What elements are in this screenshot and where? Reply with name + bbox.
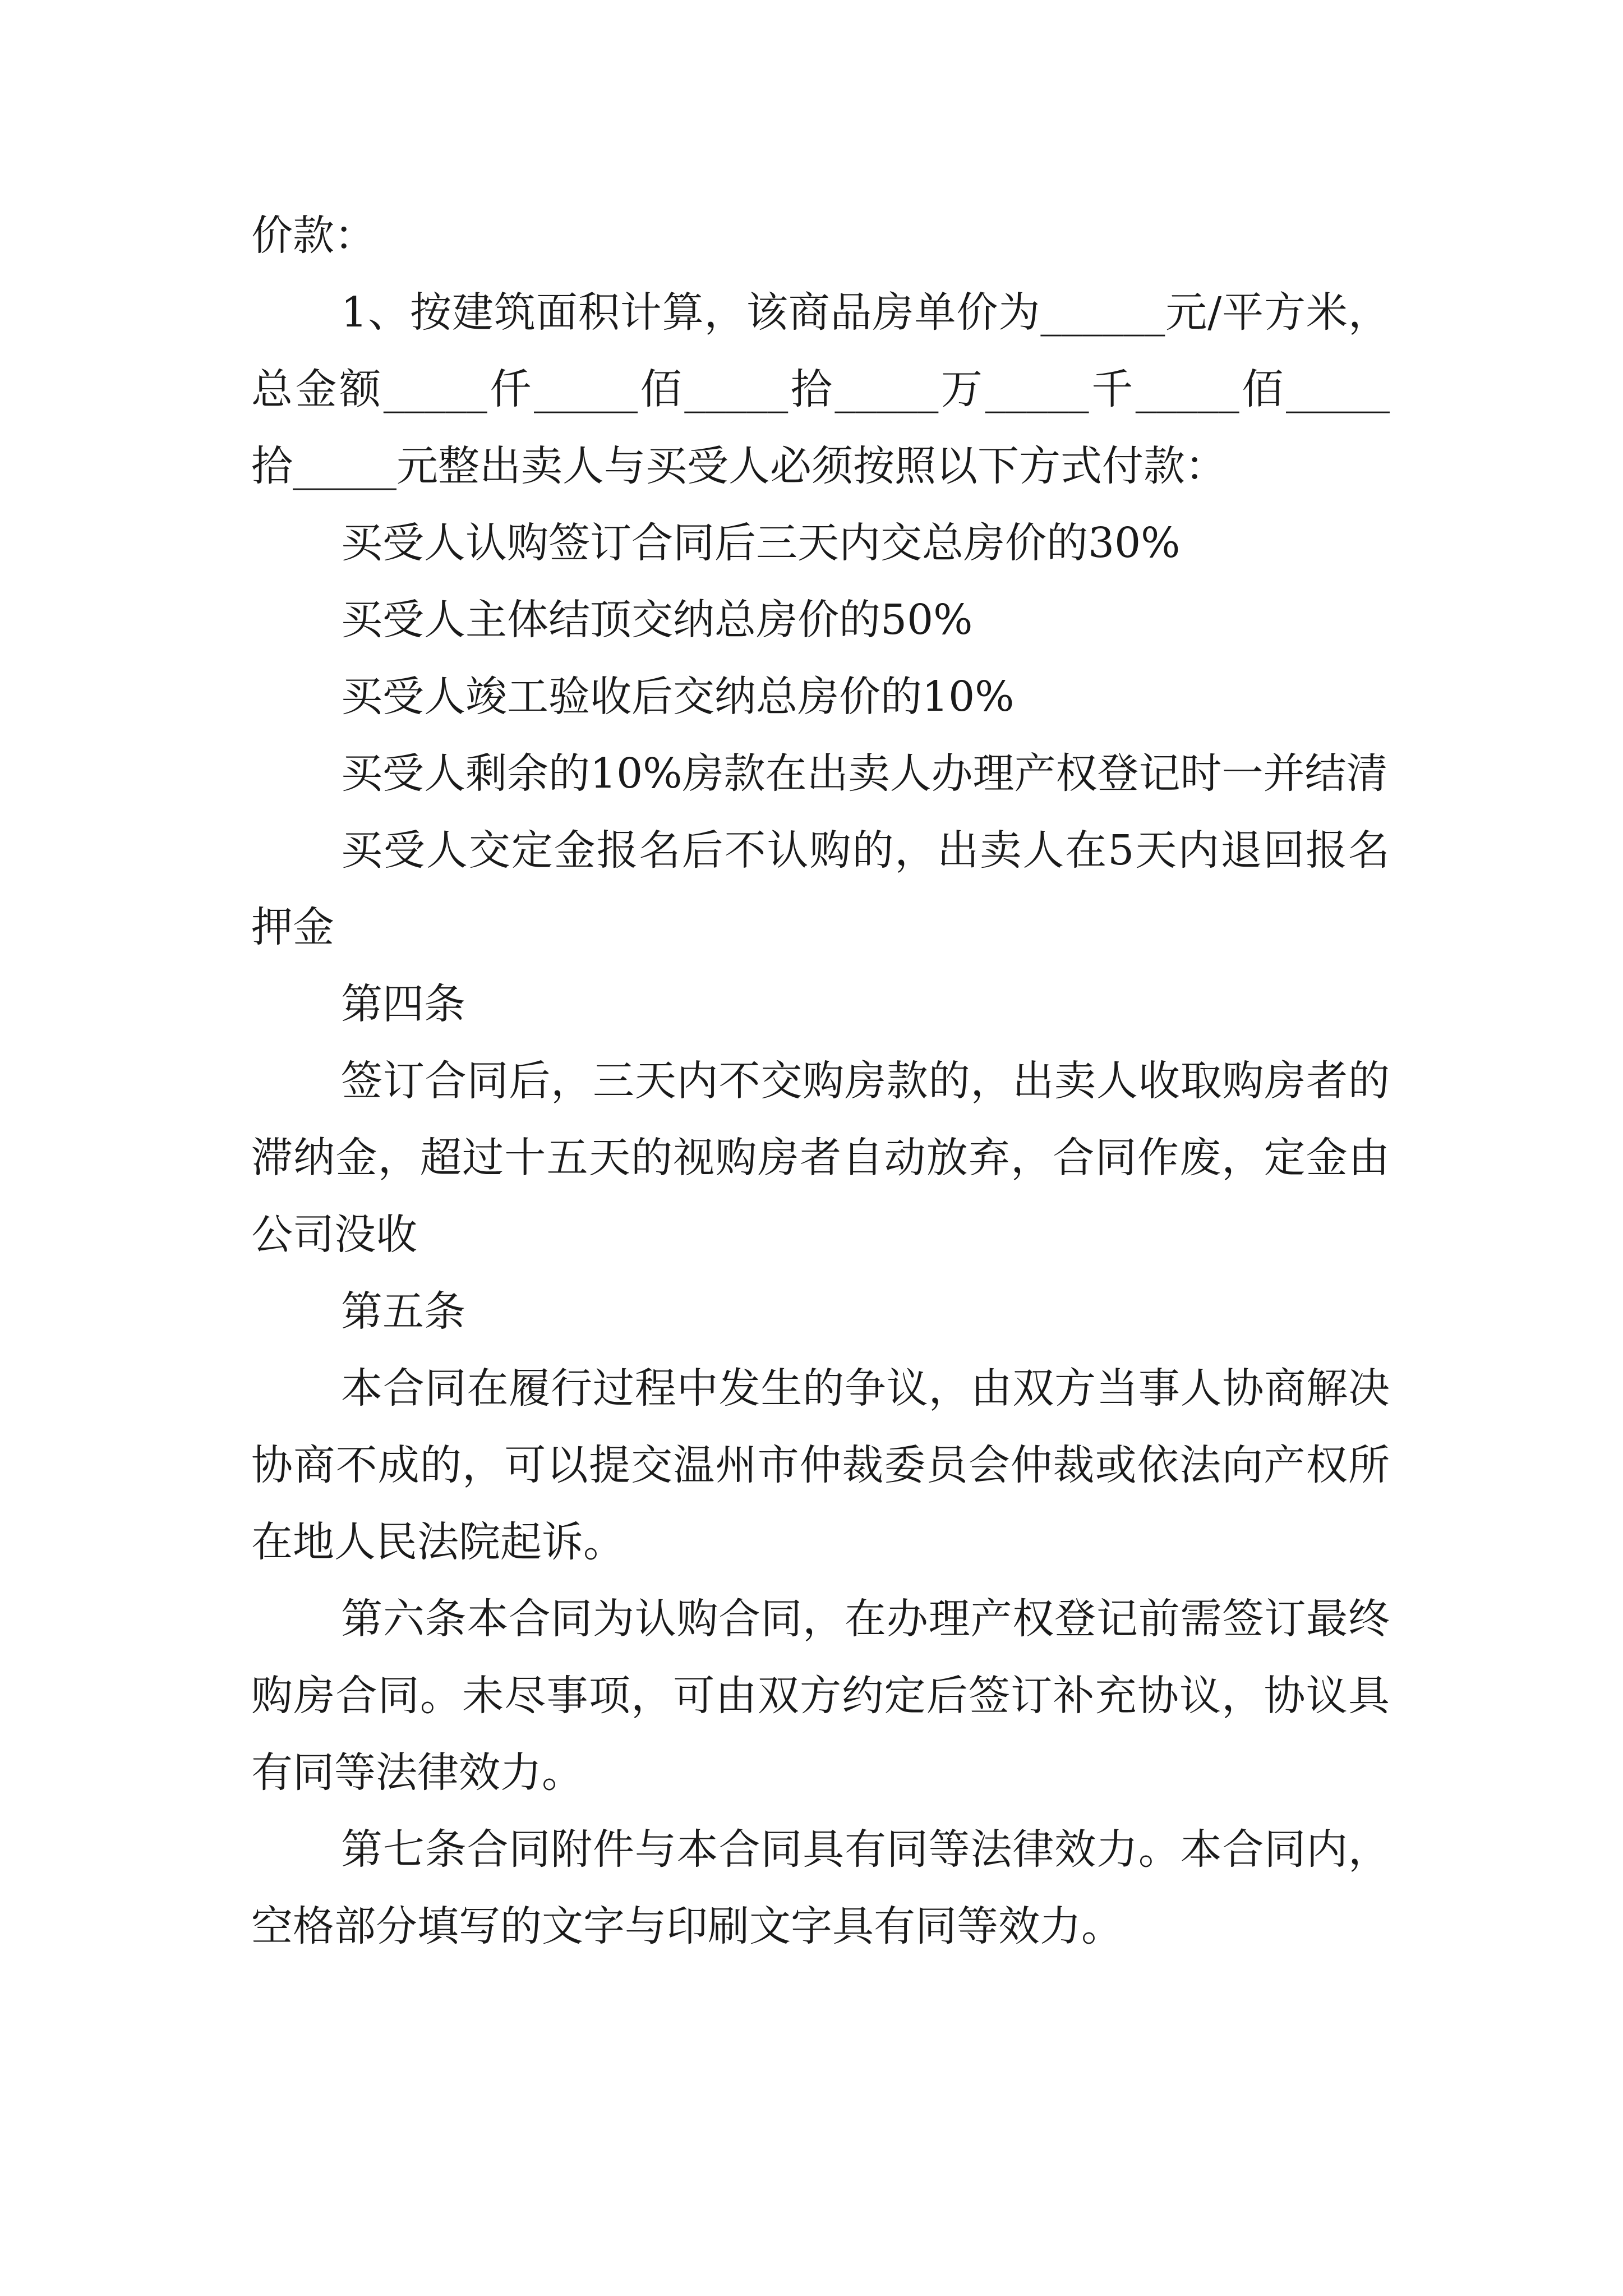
paragraph-payment-50: 买受人主体结顶交纳总房价的50%: [341, 596, 973, 644]
article-7: 第七条合同附件与本合同具有同等法律效力。本合同内，空格部分填写的文字与印刷文字具有同等效力。: [251, 1825, 1390, 1950]
article-6: 第六条本合同为认购合同，在办理产权登记前需签订最终购房合同。未尽事项，可由双方约定后签订补充协议，协议具有同等法律效力。: [251, 1595, 1390, 1797]
paragraph-unit-price: 1、按建筑面积计算，该商品房单价为______元/平方米，总金额_____仟_____佰_____拾_____万_____千_____佰_____拾_____元整出卖人与买受人必须按照以下方式付款：: [251, 288, 1390, 490]
paragraph-payment-10: 买受人竣工验收后交纳总房价的10%: [341, 673, 1015, 721]
contract-body: [251, 197, 1390, 1965]
article-5-heading: 第五条: [341, 1287, 465, 1336]
paragraph-price-heading: 价款：: [251, 211, 376, 260]
article-4-heading: 第四条: [341, 980, 465, 1028]
article-4-body: 签订合同后，三天内不交购房款的，出卖人收取购房者的滞纳金，超过十五天的视购房者自动放弃，合同作废，定金由公司没收: [251, 1057, 1390, 1259]
paragraph-remaining-10: 买受人剩余的10%房款在出卖人办理产权登记时一并结清: [341, 749, 1388, 798]
paragraph-deposit-refund: 买受人交定金报名后不认购的，出卖人在5天内退回报名押金: [251, 826, 1390, 951]
article-5-body: 本合同在履行过程中发生的争议，由双方当事人协商解决协商不成的，可以提交温州市仲裁委员会仲裁或依法向产权所在地人民法院起诉。: [251, 1364, 1390, 1566]
paragraph-payment-30: 买受人认购签订合同后三天内交总房价的30%: [341, 519, 1181, 567]
